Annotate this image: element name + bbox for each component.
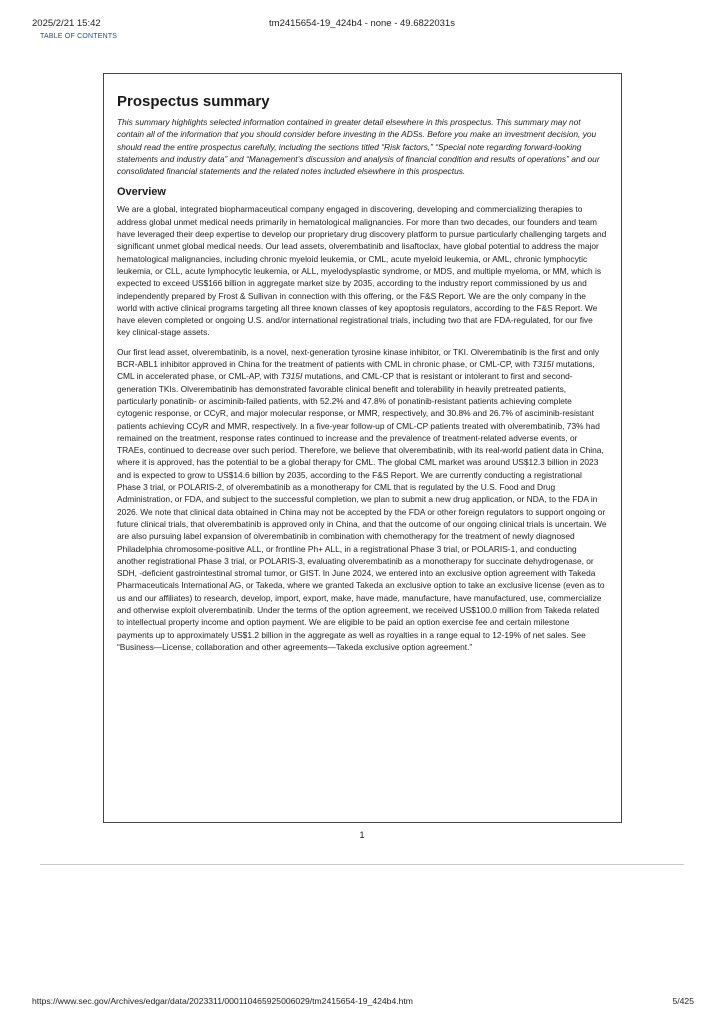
source-url: https://www.sec.gov/Archives/edgar/data/2023311/000110465925006029/tm2415654-19_424b4.htm (32, 996, 413, 1006)
paragraph-text: mutations, and CML-CP that is resistant or intolerant to first and second-generation TKIs. Olverembatinib has demonstrated favorable clinical benefit and tolerability in heavily pretreated patients, particularly ponatinib- or asciminib-failed patients, with 52.2% and 47.8% of ponatinib-resistant patients achieving complete cytogenic response, or CCyR, and major molecular response, or MMR, respectively, and 30.8% and 26.7% of asciminib-resistant patients achieving CCyR and MMR, respectively. In a five-year follow-up of CML-CP patients treated with olverembatinib, 73% had remained on the treatment, response rates continued to increase and the prevalence of treatment-related adverse events, or TRAEs, continued to decrease over such period. Therefore, we believe that olverembatinib, with its real-world patient data in China, where it is approved, has the potential to be a global therapy for CML. The global CML market was around US$12.3 billion in 2023 and is expected to grow to US$14.6 billion by 2035, according to the F&S Report. We are currently conducting a registrational Phase 3 trial, or POLARIS-2, of olverembatinib as a monotherapy for CML that is regulated by the U.S. Food and Drug Administration, or FDA, and subject to the successful completion, we plan to submit a new drug application, or NDA, to the FDA in 2026. We note that clinical data obtained in China may not be accepted by the FDA or other foreign regulators to support ongoing or future clinical trials, that olverembatinib is approved only in China, and that the outcome of our ongoing clinical trials is uncertain. We are also pursuing label expansion of olverembatinib in combination with chemotherapy for the treatment of newly diagnosed Philadelphia chromosome-positive ALL, or frontline Ph+ ALL, in a registrational Phase 3 trial, or POLARIS-1, and conducting another registrational Phase 3 trial, or POLARIS-3, evaluating olverembatinib as a monotherapy for succinate dehydrogenase, or SDH, -deficient gastrointestinal stromal tumor, or GIST. In June 2024, we entered into an exclusive option agreement with Takeda Pharmaceuticals International AG, or Takeda, where we granted Takeda an exclusive option to take an exclusive license (even as to us and our affiliates) to research, develop, import, export, make, have made, manufacture, have manufactured, use, commercialize and otherwise exploit olverembatinib. Under the terms of the option agreement, we received US$100.0 million from Takeda related to intellectual property income and option payment. We are eligible to be paid an option exercise fee and certain milestone payments up to approximately US$1.2 billion in the aggregate as well as royalties in a range equal to 12-19% of net sales. See “Business—License, collaboration and other agreements—Takeda exclusive option agreement.” (117, 371, 607, 652)
paragraph-text: mutations, CML in accelerated phase, or CML-AP, with (117, 359, 595, 382)
overview-paragraph-2 (117, 346, 607, 653)
overview-paragraph-1: We are a global, integrated biopharmaceutical company engaged in discovering, developing and commercializing therapies to address global unmet medical needs primarily in hematological malignancies. For more than two decades, our founders and team have leveraged their deep expertise to develop our proprietary drug discovery platform to pursue particularly challenging targets and significant unmet global medical needs. Our lead assets, olverembatinib and lisaftoclax, have global potential to address the major hematological malignancies, including chronic myeloid leukemia, or CML, acute myeloid leukemia, or AML, chronic lymphocytic leukemia, or CLL, acute lymphocytic leukemia, or ALL, myelodysplastic syndrome, or MDS, and multiple myeloma, or MM, which is expected to exceed US$166 billion in aggregate market size by 2035, according to the industry report commissioned by us and independently prepared by Frost & Sullivan in connection with this offering, or the F&S Report. We are the only company in the world with active clinical programs targeting all three known classes of key apoptosis regulators, according to the F&S Report. We have eleven completed or ongoing U.S. and/or international registrational trials, including two that are FDA-regulated, for our five key clinical-stage assets. (117, 204, 607, 338)
summary-intro: This summary highlights selected information contained in greater detail elsewhere in this prospectus. This summary may not contain all of the information that you should consider before investing in the ADSs. Before you make an investment decision, you should read the entire prospectus carefully, including the sections titled “Risk factors,” “Special note regarding forward-looking statements and industry data” and “Management’s discussion and analysis of financial condition and results of operations” and our consolidated financial statements and the related notes included elsewhere in this prospectus. (117, 117, 600, 177)
page-divider (40, 864, 684, 865)
mutation-term: T315I (532, 359, 554, 370)
print-header (0, 18, 724, 32)
table-of-contents-link[interactable]: TABLE OF CONTENTS (40, 33, 118, 40)
paragraph-text: Our first lead asset, olverembatinib, is a novel, next-generation tyrosine kinase inhibitor, or TKI. Olverembatinib is the first and only BCR-ABL1 inhibitor approved in China for the treatment of patients with CML in chronic phase, or CML-CP, with (117, 346, 600, 370)
print-document-title: tm2415654-19_424b4 - none - 49.6822031s (269, 18, 455, 29)
page-title: Prospectus summary (117, 93, 270, 110)
print-page-count: 5/425 (672, 996, 694, 1006)
page-number: 1 (359, 830, 365, 840)
mutation-term: T315I (280, 371, 303, 382)
prospectus-page (103, 73, 622, 823)
section-heading-overview: Overview (117, 186, 166, 199)
print-datetime: 2025/2/21 15:42 (32, 18, 101, 29)
